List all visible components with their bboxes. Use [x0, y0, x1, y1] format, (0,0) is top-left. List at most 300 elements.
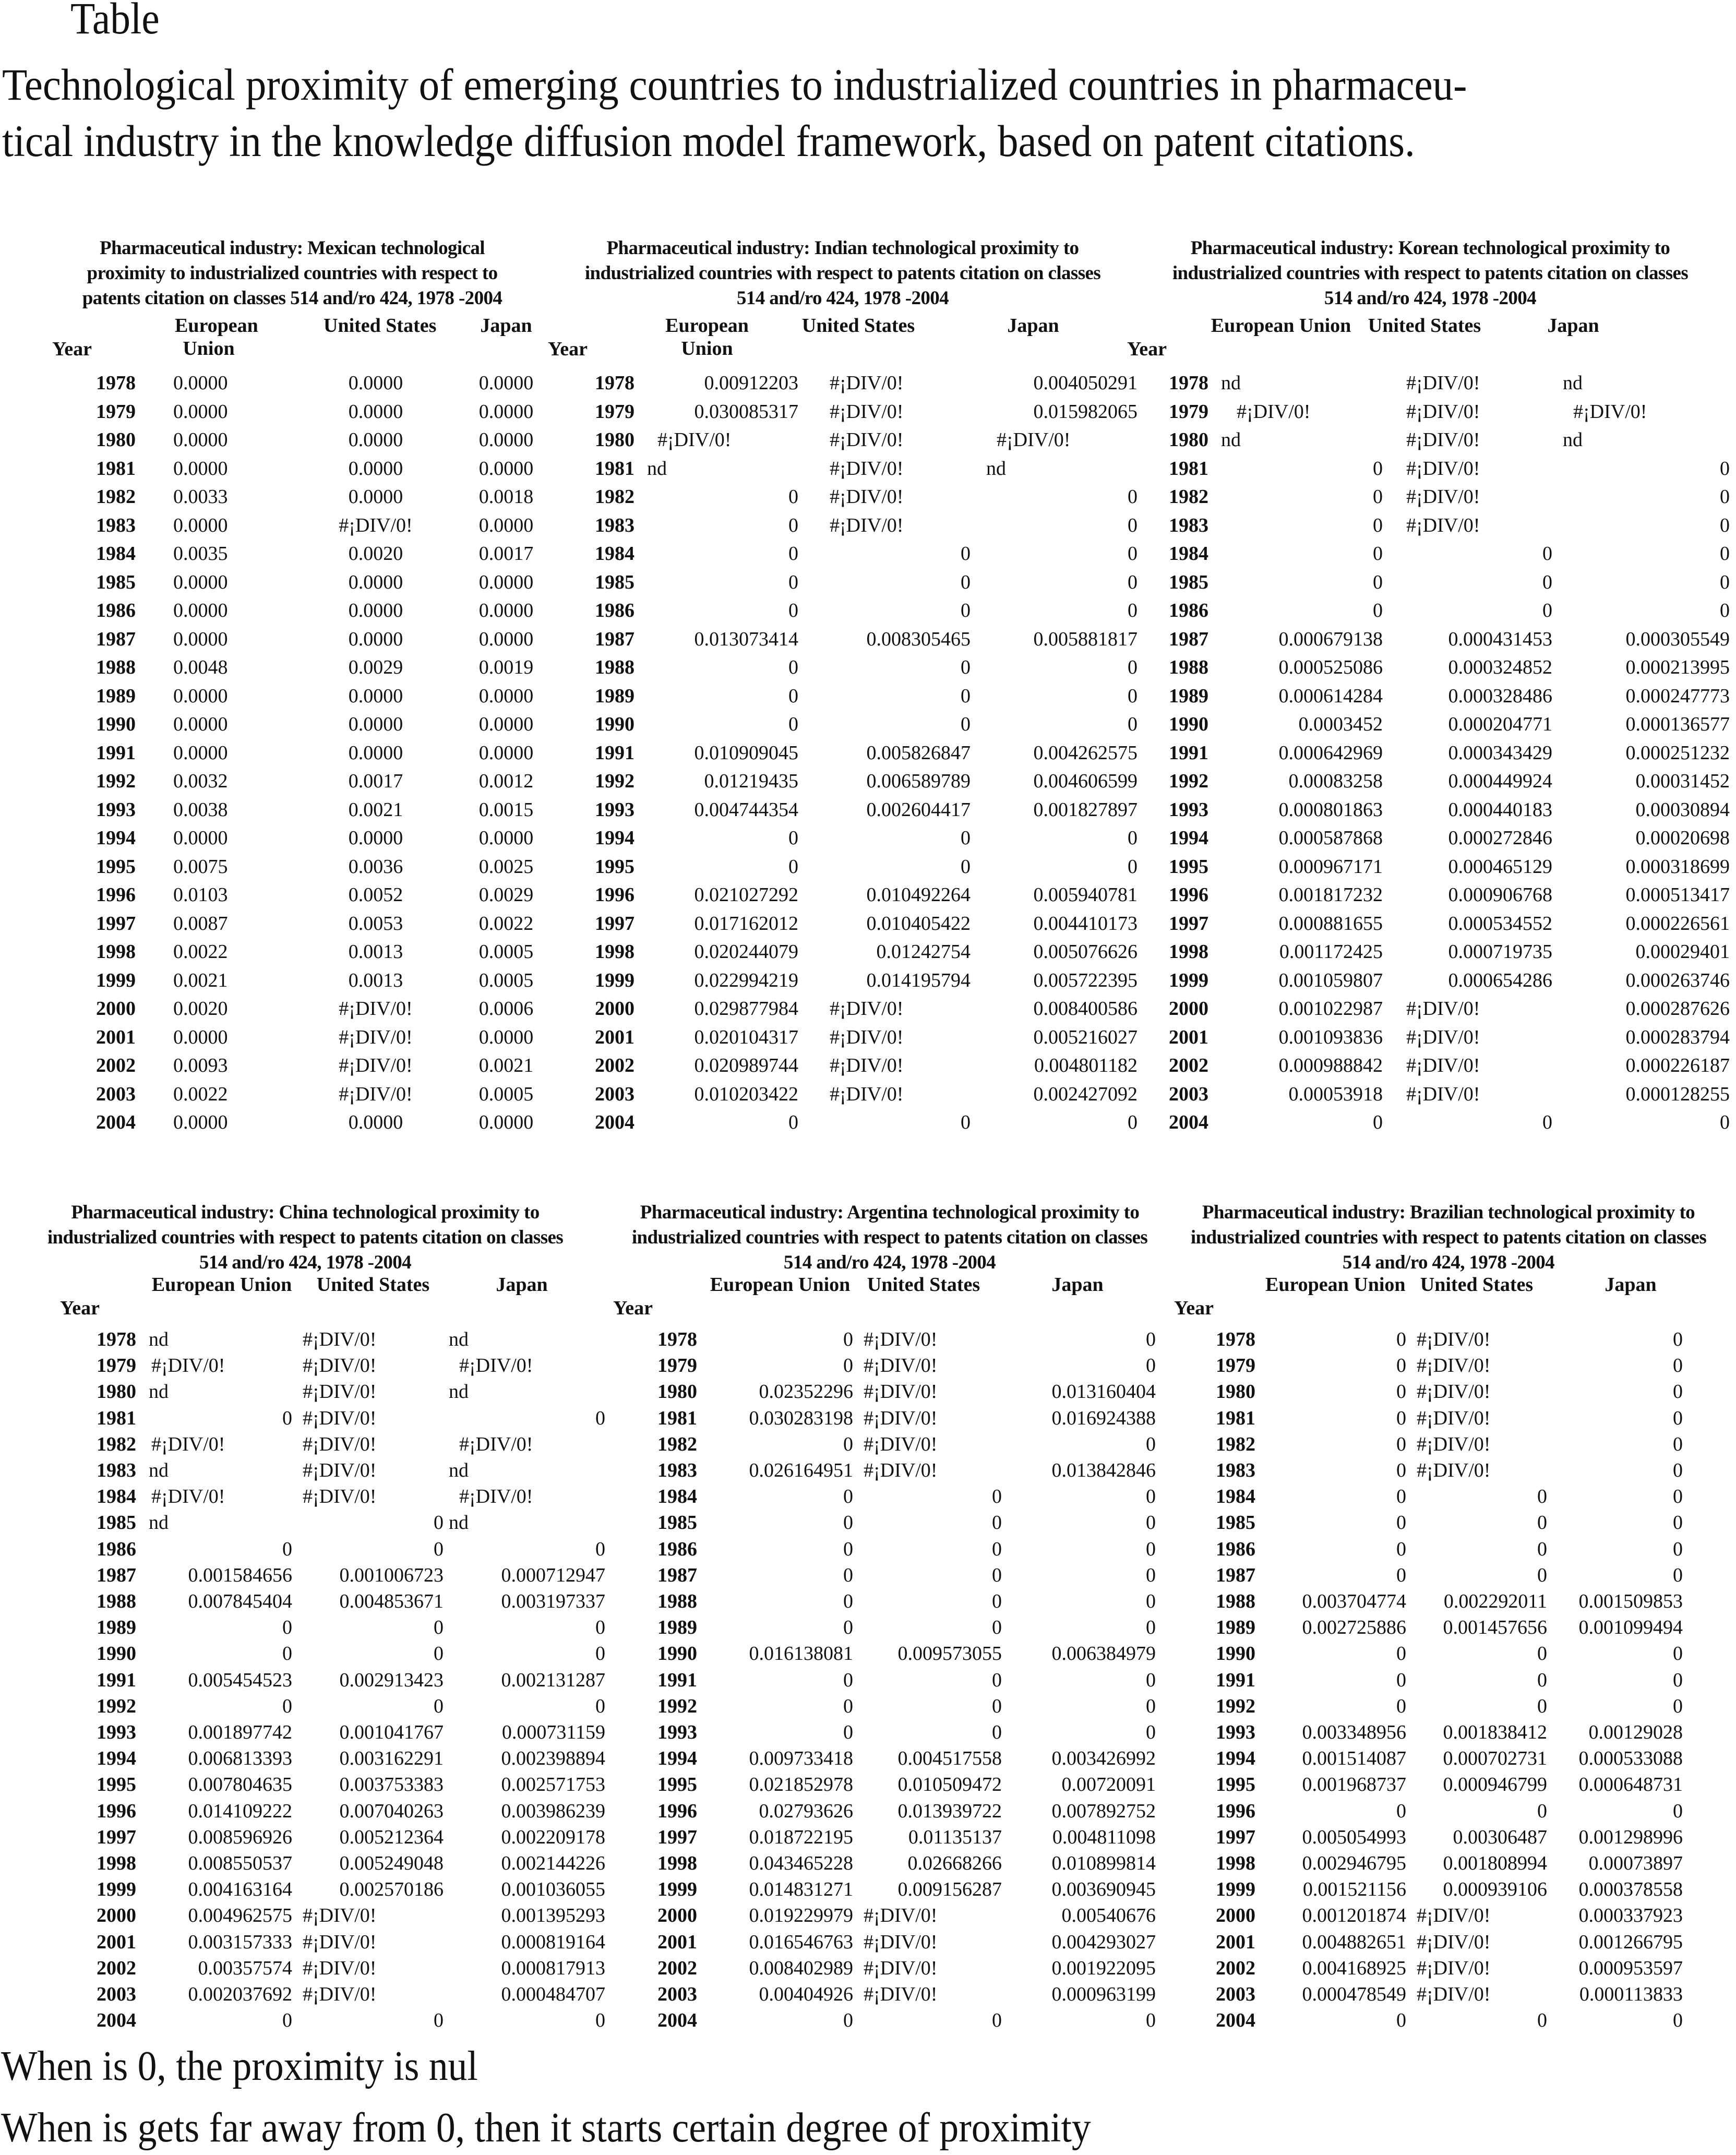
value-cell-us: #¡DIV/0!	[1417, 1983, 1491, 2005]
value-cell-eu: 0.0000	[173, 571, 228, 593]
value-cell-us: #¡DIV/0!	[830, 372, 904, 394]
value-cell-us: 0.000719735	[1448, 941, 1552, 963]
table-panel-china	[0, 1200, 610, 2045]
column-header-line: Union	[681, 338, 733, 360]
value-cell-japan: 0.010899814	[1051, 1852, 1156, 1874]
year-cell: 1984	[1169, 543, 1208, 565]
value-cell-eu: 0.007845404	[188, 1590, 292, 1612]
value-cell-us: 0.010509472	[897, 1774, 1002, 1796]
table-row	[603, 1878, 1177, 1901]
table-row	[603, 1354, 1177, 1377]
value-cell-japan: 0	[1720, 486, 1730, 508]
value-cell-us: 0	[1537, 1643, 1547, 1665]
value-cell-eu: 0	[1396, 1800, 1406, 1822]
value-cell-eu: 0.000988842	[1278, 1055, 1383, 1076]
year-cell: 1979	[657, 1355, 697, 1377]
value-cell-japan: 0.000513417	[1625, 884, 1730, 906]
value-cell-eu: 0.002946795	[1302, 1852, 1406, 1874]
table-row	[1161, 1485, 1736, 1508]
value-cell-eu: 0	[1396, 1669, 1406, 1691]
year-cell: 1978	[1216, 1328, 1255, 1350]
year-cell: 1990	[1169, 713, 1208, 735]
value-cell-japan: 0.0005	[478, 1083, 534, 1105]
value-cell-eu: 0.0000	[173, 457, 228, 480]
column-header-japan	[1521, 314, 1625, 337]
table-row	[1161, 1511, 1736, 1534]
value-cell-japan: 0.0000	[478, 827, 534, 849]
value-cell-eu: 0.020244079	[694, 941, 798, 963]
value-cell-japan: 0	[1720, 571, 1730, 593]
table-row	[603, 1328, 1177, 1351]
year-cell: 1983	[1169, 514, 1208, 536]
table-row	[543, 713, 1143, 736]
table-row	[1161, 1354, 1736, 1377]
table-row	[0, 1904, 610, 1927]
value-cell-us: 0	[1537, 1538, 1547, 1560]
value-cell-us: 0.000324852	[1448, 656, 1552, 678]
value-cell-eu: 0.0022	[173, 941, 228, 963]
value-cell-us: 0	[961, 827, 971, 849]
year-cell: 1998	[1169, 941, 1208, 963]
value-cell-eu: 0.0048	[173, 656, 228, 678]
value-cell-japan: 0.001298996	[1578, 1826, 1683, 1848]
table-row	[52, 685, 532, 708]
value-cell-us: 0	[961, 1111, 971, 1133]
table-row	[52, 827, 532, 849]
year-cell: 1979	[96, 400, 136, 423]
value-cell-us: 0.0029	[348, 656, 403, 678]
table-row	[603, 1931, 1177, 1954]
value-cell-eu: 0.004744354	[694, 798, 798, 821]
table-row	[0, 1485, 610, 1508]
year-cell: 1992	[1169, 770, 1208, 792]
column-header-line: Japan	[1547, 315, 1599, 337]
year-cell: 1999	[97, 1878, 136, 1901]
table-row	[543, 628, 1143, 651]
value-cell-eu: 0.0000	[173, 741, 228, 764]
value-cell-us: #¡DIV/0!	[864, 1459, 938, 1481]
table-row	[543, 827, 1143, 849]
table-row	[0, 1407, 610, 1430]
value-cell-eu: 0.029877984	[694, 998, 798, 1020]
year-cell: 1992	[657, 1695, 697, 1717]
value-cell-japan: 0.000731159	[501, 1721, 605, 1743]
table-caption	[2, 56, 1711, 169]
value-cell-eu: 0.000679138	[1278, 628, 1383, 650]
table-row	[52, 542, 532, 565]
value-cell-eu: 0.004163164	[188, 1878, 292, 1901]
value-cell-us: 0.000946799	[1443, 1774, 1547, 1796]
caption-line-1: Technological proximity of emerging countries to industrialized countries in pharmaceu-	[2, 59, 1467, 110]
value-cell-japan: 0	[1146, 2009, 1156, 2032]
value-cell-us: #¡DIV/0!	[864, 1381, 938, 1403]
value-cell-us: 0	[992, 1512, 1002, 1534]
value-cell-us: #¡DIV/0!	[303, 1407, 377, 1429]
table-row	[52, 599, 532, 622]
value-cell-japan: 0	[1128, 486, 1138, 508]
year-header: Year	[1127, 338, 1167, 360]
value-cell-japan: 0	[1146, 1695, 1156, 1717]
value-cell-us: 0.02668266	[907, 1852, 1002, 1874]
value-cell-japan: 0.008400586	[1033, 998, 1138, 1020]
year-cell: 1991	[595, 741, 634, 764]
value-cell-eu: 0.003704774	[1302, 1590, 1406, 1612]
table-row	[543, 571, 1143, 594]
value-cell-japan: 0.00540676	[1061, 1905, 1156, 1927]
value-cell-japan: 0.001036055	[501, 1878, 605, 1901]
table-row	[1161, 1380, 1736, 1403]
year-cell: 1989	[97, 1617, 136, 1639]
year-cell: 1980	[97, 1381, 136, 1403]
value-cell-eu: 0.0000	[173, 1111, 228, 1133]
table-row	[603, 1511, 1177, 1534]
value-cell-japan: 0.000305549	[1625, 628, 1730, 650]
table-label: Table	[70, 0, 160, 43]
column-header-japan	[991, 314, 1075, 337]
table-row	[52, 940, 532, 963]
value-cell-us: 0.000534552	[1448, 912, 1552, 935]
value-cell-eu: 0	[1396, 1564, 1406, 1586]
value-cell-us: #¡DIV/0!	[1417, 1433, 1491, 1455]
value-cell-eu: 0	[788, 514, 798, 536]
year-cell: 2003	[595, 1083, 634, 1105]
year-cell: 1994	[657, 1747, 697, 1770]
value-cell-japan: 0.001509853	[1578, 1590, 1683, 1612]
value-cell-us: 0.005249048	[339, 1852, 444, 1874]
value-cell-japan: 0	[1146, 1355, 1156, 1377]
column-header-eu	[1211, 314, 1351, 337]
value-cell-eu: 0.002725886	[1302, 1617, 1406, 1639]
value-cell-us: 0	[1537, 1800, 1547, 1822]
value-cell-japan: 0.0018	[478, 486, 534, 508]
table-row	[1161, 1747, 1736, 1770]
year-cell: 1980	[1216, 1381, 1255, 1403]
year-header: Year	[548, 338, 588, 360]
year-cell: 2002	[1216, 1957, 1255, 1979]
panel-title-line: industrialized countries with respect to patents citation on classes	[47, 1227, 564, 1248]
year-cell: 1990	[595, 713, 634, 735]
value-cell-japan: 0	[1146, 1512, 1156, 1534]
value-cell-us: #¡DIV/0!	[1406, 998, 1480, 1020]
year-cell: 2000	[96, 998, 136, 1020]
value-cell-japan: 0.004293027	[1051, 1931, 1156, 1953]
value-cell-eu: #¡DIV/0!	[151, 1355, 225, 1377]
value-cell-us: 0.000654286	[1448, 969, 1552, 991]
year-cell: 1982	[657, 1433, 697, 1455]
value-cell-us: 0	[961, 571, 971, 593]
value-cell-japan: 0.0022	[478, 912, 534, 935]
value-cell-us: #¡DIV/0!	[1417, 1459, 1491, 1481]
year-cell: 1990	[657, 1643, 697, 1665]
table-row	[603, 2009, 1177, 2032]
value-cell-us: 0	[961, 600, 971, 621]
table-row	[0, 1957, 610, 1980]
year-header: Year	[52, 338, 92, 360]
table-row	[52, 628, 532, 651]
table-panel-korea	[1124, 236, 1736, 1150]
table-row	[603, 1433, 1177, 1456]
table-row	[1124, 1083, 1736, 1106]
year-cell: 2000	[595, 998, 634, 1020]
value-cell-us: 0	[434, 1538, 444, 1560]
value-cell-us: 0.0000	[348, 600, 403, 621]
value-cell-us: 0.0000	[348, 628, 403, 650]
value-cell-us: #¡DIV/0!	[303, 1433, 377, 1455]
value-cell-eu: 0	[788, 543, 798, 565]
year-cell: 1989	[1169, 685, 1208, 707]
table-row	[52, 912, 532, 935]
table-row	[52, 485, 532, 508]
value-cell-japan: 0	[1673, 2009, 1683, 2032]
value-cell-us: #¡DIV/0!	[1417, 1957, 1491, 1979]
value-cell-japan: 0	[1720, 543, 1730, 565]
table-row	[1161, 1407, 1736, 1430]
year-cell: 1996	[595, 884, 634, 906]
column-header-line: United States	[801, 315, 915, 337]
value-cell-us: 0	[992, 2009, 1002, 2032]
value-cell-japan: 0	[1146, 1590, 1156, 1612]
column-header-line: European Union	[710, 1274, 851, 1296]
value-cell-eu: 0.000881655	[1278, 912, 1383, 935]
value-cell-eu: 0.000587868	[1278, 827, 1383, 849]
value-cell-us: #¡DIV/0!	[1406, 429, 1480, 451]
year-cell: 1983	[96, 514, 136, 536]
table-row	[603, 1904, 1177, 1927]
table-row	[52, 457, 532, 480]
table-row	[1161, 1433, 1736, 1456]
year-cell: 1993	[1216, 1721, 1255, 1743]
value-cell-japan: 0.0015	[478, 798, 534, 821]
value-cell-eu: nd	[1221, 429, 1241, 451]
value-cell-eu: 0.00357574	[198, 1957, 292, 1979]
table-row	[543, 1111, 1143, 1134]
value-cell-eu: 0	[1396, 1643, 1406, 1665]
table-row	[543, 1026, 1143, 1049]
year-cell: 1998	[97, 1852, 136, 1874]
table-row	[543, 457, 1143, 480]
value-cell-japan: 0.000817913	[501, 1957, 605, 1979]
value-cell-eu: 0.0032	[173, 770, 228, 792]
value-cell-us: #¡DIV/0!	[303, 1957, 377, 1979]
column-header-us	[1364, 314, 1484, 337]
year-cell: 1997	[96, 912, 136, 935]
value-cell-eu: 0.008550537	[188, 1852, 292, 1874]
value-cell-us: #¡DIV/0!	[1406, 372, 1480, 394]
year-cell: 1978	[595, 372, 634, 394]
table-row	[1161, 1957, 1736, 1980]
column-header-us	[864, 1273, 984, 1296]
value-cell-us: 0.001808994	[1443, 1852, 1547, 1874]
value-cell-us: 0.0000	[348, 400, 403, 423]
table-row	[52, 1054, 532, 1077]
value-cell-us: 0.000343429	[1448, 741, 1552, 764]
value-cell-japan: 0.0000	[478, 400, 534, 423]
value-cell-eu: 0.021852978	[749, 1774, 853, 1796]
value-cell-eu: 0.004962575	[188, 1905, 292, 1927]
value-cell-japan: 0.000226561	[1625, 912, 1730, 935]
value-cell-japan: 0.004410173	[1033, 912, 1138, 935]
value-cell-us: #¡DIV/0!	[1406, 400, 1480, 423]
table-row	[0, 1878, 610, 1901]
value-cell-us: 0	[1542, 543, 1552, 565]
value-cell-eu: 0.0093	[173, 1055, 228, 1076]
table-row	[52, 1026, 532, 1049]
year-cell: 2004	[1169, 1111, 1208, 1133]
value-cell-japan: 0.002209178	[501, 1826, 605, 1848]
table-row	[603, 1564, 1177, 1587]
value-cell-us: #¡DIV/0!	[1406, 457, 1480, 480]
year-cell: 2002	[657, 1957, 697, 1979]
value-cell-eu: #¡DIV/0!	[1237, 400, 1311, 423]
value-cell-japan: 0	[1146, 1564, 1156, 1586]
value-cell-eu: 0.020989744	[694, 1055, 798, 1076]
value-cell-japan: 0	[1128, 514, 1138, 536]
value-cell-us: 0	[992, 1590, 1002, 1612]
column-header-line: United States	[324, 315, 437, 337]
value-cell-japan: 0	[595, 1538, 605, 1560]
table-row	[543, 685, 1143, 708]
column-header-line: Japan	[496, 1274, 548, 1296]
column-header-eu	[175, 314, 258, 360]
year-cell: 1979	[1216, 1355, 1255, 1377]
value-cell-us: 0	[992, 1617, 1002, 1639]
value-cell-eu: 0.001172425	[1279, 941, 1383, 963]
value-cell-us: #¡DIV/0!	[303, 1486, 377, 1508]
year-cell: 1990	[96, 713, 136, 735]
value-cell-japan: 0.0019	[478, 656, 534, 678]
year-cell: 2003	[1216, 1983, 1255, 2005]
year-cell: 1986	[96, 600, 136, 621]
year-cell: 1985	[1169, 571, 1208, 593]
table-row	[1124, 770, 1736, 793]
table-row	[1161, 1459, 1736, 1482]
value-cell-us: #¡DIV/0!	[339, 1026, 413, 1048]
value-cell-eu: nd	[149, 1512, 169, 1534]
table-row	[603, 1957, 1177, 1980]
column-header-us	[324, 314, 437, 337]
value-cell-eu: 0.026164951	[749, 1459, 853, 1481]
value-cell-us: 0.000702731	[1443, 1747, 1547, 1770]
value-cell-us: #¡DIV/0!	[830, 457, 904, 480]
value-cell-eu: 0	[843, 1695, 853, 1717]
year-cell: 1988	[97, 1590, 136, 1612]
table-row	[0, 1983, 610, 2006]
value-cell-japan: 0.001395293	[501, 1905, 605, 1927]
panel-title	[0, 1200, 610, 1275]
table-row	[0, 1564, 610, 1587]
table-row	[603, 1380, 1177, 1403]
value-cell-japan: 0	[1673, 1643, 1683, 1665]
value-cell-us: #¡DIV/0!	[1417, 1328, 1491, 1350]
year-cell: 1984	[595, 543, 634, 565]
table-row	[0, 2009, 610, 2032]
year-cell: 1987	[595, 628, 634, 650]
value-cell-eu: 0	[1373, 543, 1383, 565]
year-cell: 1980	[1169, 429, 1208, 451]
table-row	[1124, 969, 1736, 992]
table-row	[543, 969, 1143, 992]
value-cell-japan: 0.0000	[478, 372, 534, 394]
value-cell-eu: 0	[282, 1643, 292, 1665]
value-cell-eu: 0.006813393	[188, 1747, 292, 1770]
value-cell-us: 0	[992, 1721, 1002, 1743]
caption-line-2: tical industry in the knowledge diffusion model framework, based on patent citations.	[2, 116, 1415, 166]
year-cell: 1978	[97, 1328, 136, 1350]
value-cell-japan: 0.00031452	[1635, 770, 1730, 792]
value-cell-us: 0.008305465	[866, 628, 971, 650]
value-cell-us: 0.001838412	[1443, 1721, 1547, 1743]
year-cell: 1981	[1169, 457, 1208, 480]
year-cell: 2000	[1216, 1905, 1255, 1927]
value-cell-us: 0.010492264	[866, 884, 971, 906]
value-cell-eu: 0.000801863	[1278, 798, 1383, 821]
year-cell: 1997	[595, 912, 634, 935]
value-cell-japan: 0.001099494	[1578, 1617, 1683, 1639]
value-cell-us: 0.0020	[348, 543, 403, 565]
value-cell-us: #¡DIV/0!	[830, 1026, 904, 1048]
table-row	[52, 514, 532, 537]
value-cell-japan: 0.005216027	[1033, 1026, 1138, 1048]
value-cell-japan: 0.000287626	[1625, 998, 1730, 1020]
value-cell-japan: 0.000337923	[1578, 1905, 1683, 1927]
column-header-line: Japan	[480, 315, 532, 337]
year-cell: 1994	[595, 827, 634, 849]
year-cell: 1994	[1216, 1747, 1255, 1770]
table-row	[1124, 457, 1736, 480]
year-cell: 1990	[1216, 1643, 1255, 1665]
year-cell: 1982	[1169, 486, 1208, 508]
value-cell-japan: 0.007892752	[1051, 1800, 1156, 1822]
column-header-us	[1417, 1273, 1537, 1296]
value-cell-japan: 0	[1128, 656, 1138, 678]
value-cell-japan: 0	[1128, 713, 1138, 735]
value-cell-japan: 0.002398894	[501, 1747, 605, 1770]
value-cell-us: 0.01242754	[876, 941, 971, 963]
column-header-eu	[707, 1273, 853, 1296]
year-cell: 1996	[96, 884, 136, 906]
value-cell-japan: 0.0005	[478, 941, 534, 963]
value-cell-japan: 0.000128255	[1625, 1083, 1730, 1105]
value-cell-us: 0.001457656	[1443, 1617, 1547, 1639]
year-cell: 1995	[1216, 1774, 1255, 1796]
value-cell-japan: 0.0029	[478, 884, 534, 906]
column-header-line: Japan	[1051, 1274, 1104, 1296]
year-cell: 1996	[97, 1800, 136, 1822]
value-cell-eu: 0	[1396, 1486, 1406, 1508]
table-row	[1124, 628, 1736, 651]
value-cell-japan: 0.000963199	[1051, 1983, 1156, 2005]
value-cell-us: 0	[1537, 2009, 1547, 2032]
note-zero: When is 0, the proximity is nul	[1, 2043, 478, 2089]
year-cell: 2001	[657, 1931, 697, 1953]
value-cell-japan: 0	[595, 1643, 605, 1665]
year-cell: 2003	[657, 1983, 697, 2005]
year-header: Year	[613, 1297, 653, 1319]
value-cell-japan: 0	[1673, 1669, 1683, 1691]
value-cell-japan: 0.000533088	[1578, 1747, 1683, 1770]
column-header-line: European Union	[151, 1274, 292, 1296]
table-row	[52, 1083, 532, 1106]
value-cell-us: 0.007040263	[339, 1800, 444, 1822]
value-cell-japan: 0	[1673, 1433, 1683, 1455]
value-cell-eu: 0	[843, 1486, 853, 1508]
value-cell-japan: 0	[1673, 1459, 1683, 1481]
value-cell-eu: 0	[1396, 1433, 1406, 1455]
value-cell-us: 0.000272846	[1448, 827, 1552, 849]
value-cell-japan: 0.004606599	[1033, 770, 1138, 792]
value-cell-us: 0.0000	[348, 1111, 403, 1133]
year-cell: 2000	[97, 1905, 136, 1927]
